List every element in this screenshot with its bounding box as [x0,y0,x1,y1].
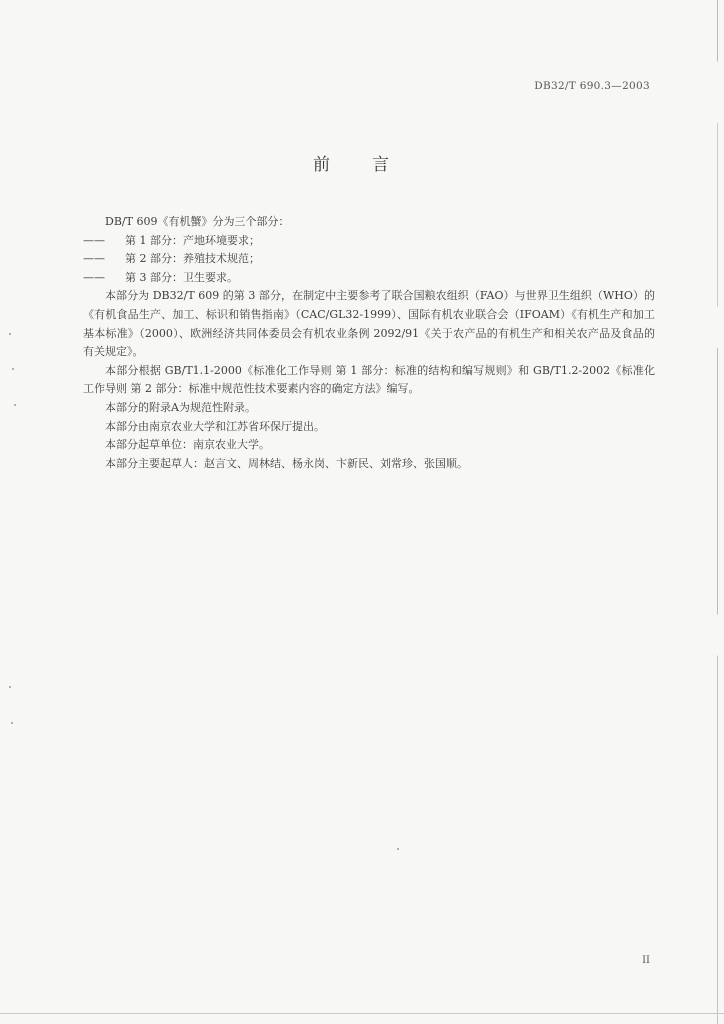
dash-marker: —— [83,233,105,247]
drafting-rules-paragraph: 本部分根据 GB/T1.1-2000《标准化工作导则 第 1 部分：标准的结构和编写规则》和 GB/T1.2-2002《标准化工作导则 第 2 部分：标准中规范性技术要素内容的确定方法》编写。 [83,363,655,396]
page-title: 前言 [313,155,431,175]
list-item-text: 第 3 部分：卫生要求。 [125,270,238,284]
scan-speck [14,404,16,406]
scan-speck [9,333,11,335]
foreword-body [83,213,655,473]
scan-speck [12,368,14,370]
page-number: II [642,955,650,966]
intro-paragraph: DB/T 609《有机蟹》分为三个部分： [105,215,290,228]
scan-edge-bottom [0,1013,724,1014]
list-item-part2 [83,250,655,269]
list-item-text: 第 2 部分：养殖技术规范； [125,252,260,266]
proposer-paragraph: 本部分由南京农业大学和江苏省环保厅提出。 [105,419,325,433]
scan-edge-right [717,0,718,1024]
list-item-part1 [83,232,655,251]
scan-speck [9,686,11,688]
dash-marker: —— [83,270,105,284]
list-item-text: 第 1 部分：产地环境要求； [125,233,260,247]
reference-paragraph: 本部分为 DB32/T 609 的第 3 部分，在制定中主要参考了联合国粮农组织（FAO）与世界卫生组织（WHO）的《有机食品生产、加工、标识和销售指南》（CAC/GL32-1999）、国际有机农业联合会（IFOAM）《有机生产和加工基本标准》（2000）、欧洲经济共同体委员会有机农业条例 2092/91《关于农产品的有机生产和相关农产品及食品的有关规定》。 [83,289,655,359]
scan-speck [397,848,399,850]
list-item-part3 [83,269,655,288]
scan-speck [11,722,13,724]
drafting-unit-paragraph: 本部分起草单位：南京农业大学。 [105,438,270,452]
drafters-paragraph: 本部分主要起草人：赵言文、周林结、杨永岗、卞新民、刘常珍、张国顺。 [105,456,468,470]
dash-marker: —— [83,252,105,266]
annex-paragraph: 本部分的附录A为规范性附录。 [105,400,256,414]
document-code: DB32/T 690.3—2003 [534,80,650,92]
